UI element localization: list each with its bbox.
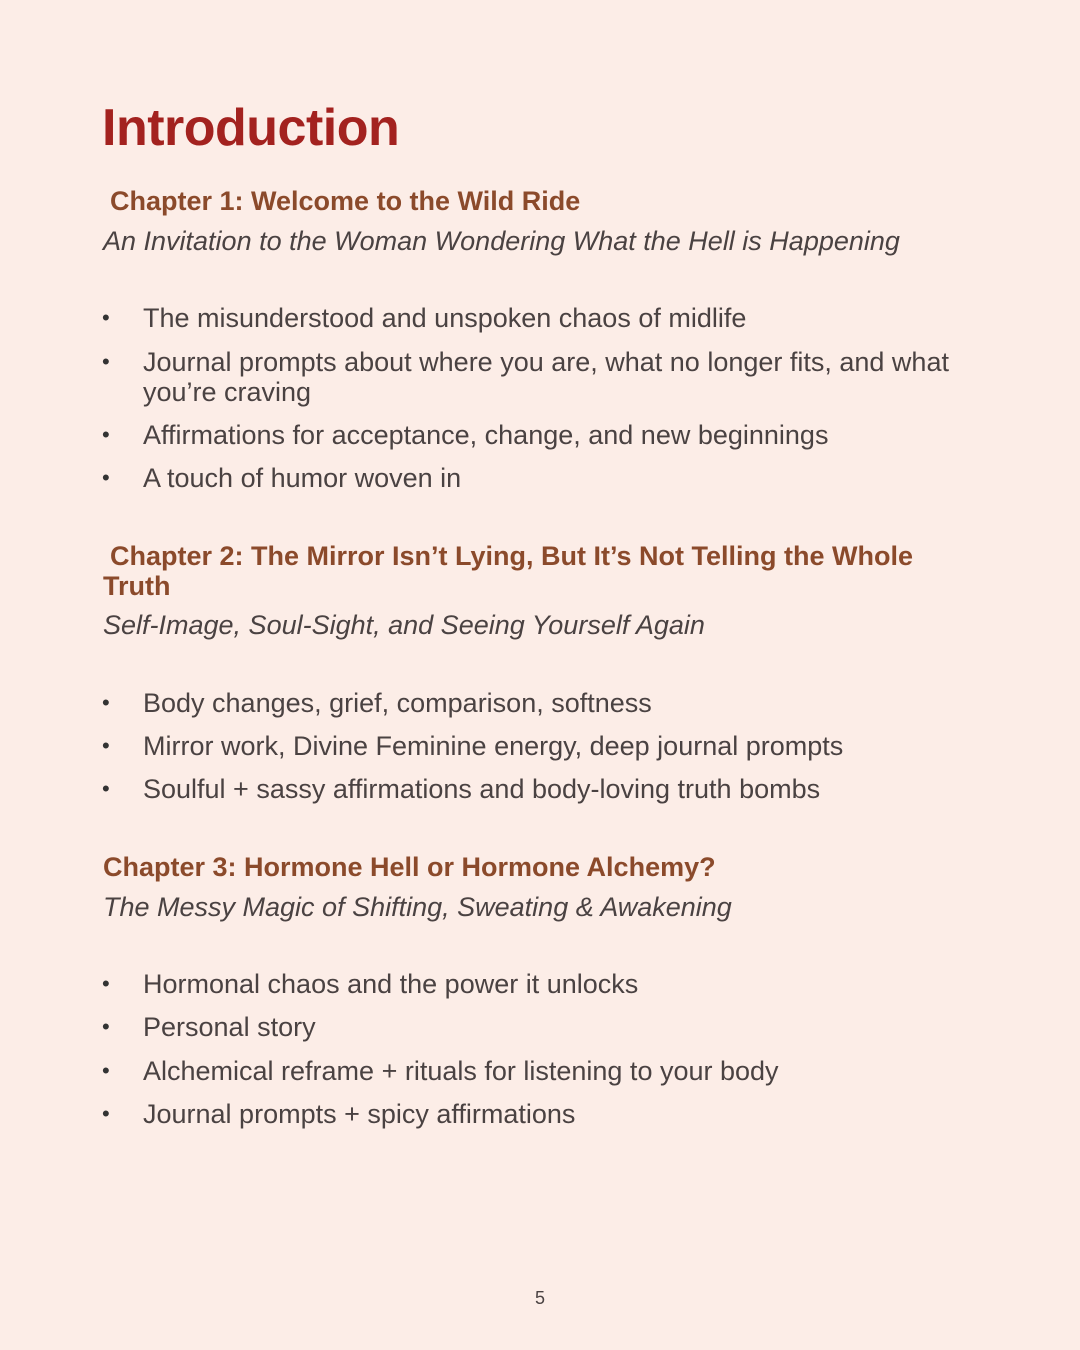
list-item: • Hormonal chaos and the power it unlocks xyxy=(102,969,639,999)
chapter-3-subtitle: The Messy Magic of Shifting, Sweating & Awakening xyxy=(103,892,732,922)
list-item: • Body changes, grief, comparison, softness xyxy=(102,688,652,718)
list-item: • A touch of humor woven in xyxy=(102,463,462,493)
list-item: • Personal story xyxy=(102,1012,316,1042)
chapter-1-subtitle: An Invitation to the Woman Wondering What the Hell is Happening xyxy=(103,226,900,256)
list-item: • Journal prompts + spicy affirmations xyxy=(102,1099,576,1129)
chapter-1-heading: Chapter 1: Welcome to the Wild Ride xyxy=(110,186,581,216)
list-item: • Journal prompts about where you are, what no longer fits, and what you’re craving xyxy=(102,347,949,407)
bullet-icon: • xyxy=(102,465,110,490)
bullet-icon: • xyxy=(102,305,110,330)
page-title: Introduction xyxy=(102,99,400,157)
page-number: 5 xyxy=(534,1288,545,1308)
bullet-icon: • xyxy=(102,733,110,758)
bullet-icon: • xyxy=(102,776,110,801)
bullet-icon: • xyxy=(102,1058,110,1083)
bullet-icon: • xyxy=(102,690,110,715)
list-item: • Affirmations for acceptance, change, and new beginnings xyxy=(102,420,829,450)
bullet-icon: • xyxy=(102,971,110,996)
bullet-icon: • xyxy=(102,1014,110,1039)
chapter-3-heading: Chapter 3: Hormone Hell or Hormone Alchemy? xyxy=(103,852,716,882)
list-item: • Soulful + sassy affirmations and body-loving truth bombs xyxy=(102,774,821,804)
chapter-2-heading: Chapter 2: The Mirror Isn’t Lying, But It’s Not Telling the Whole Truth xyxy=(103,541,913,601)
chapter-2-subtitle: Self-Image, Soul-Sight, and Seeing Yourself Again xyxy=(103,610,705,640)
bullet-icon: • xyxy=(102,349,110,374)
bullet-icon: • xyxy=(102,422,110,447)
list-item: • Mirror work, Divine Feminine energy, deep journal prompts xyxy=(102,731,844,761)
list-item: • The misunderstood and unspoken chaos of midlife xyxy=(102,303,747,333)
bullet-icon: • xyxy=(102,1101,110,1126)
list-item: • Alchemical reframe + rituals for listening to your body xyxy=(102,1056,779,1086)
